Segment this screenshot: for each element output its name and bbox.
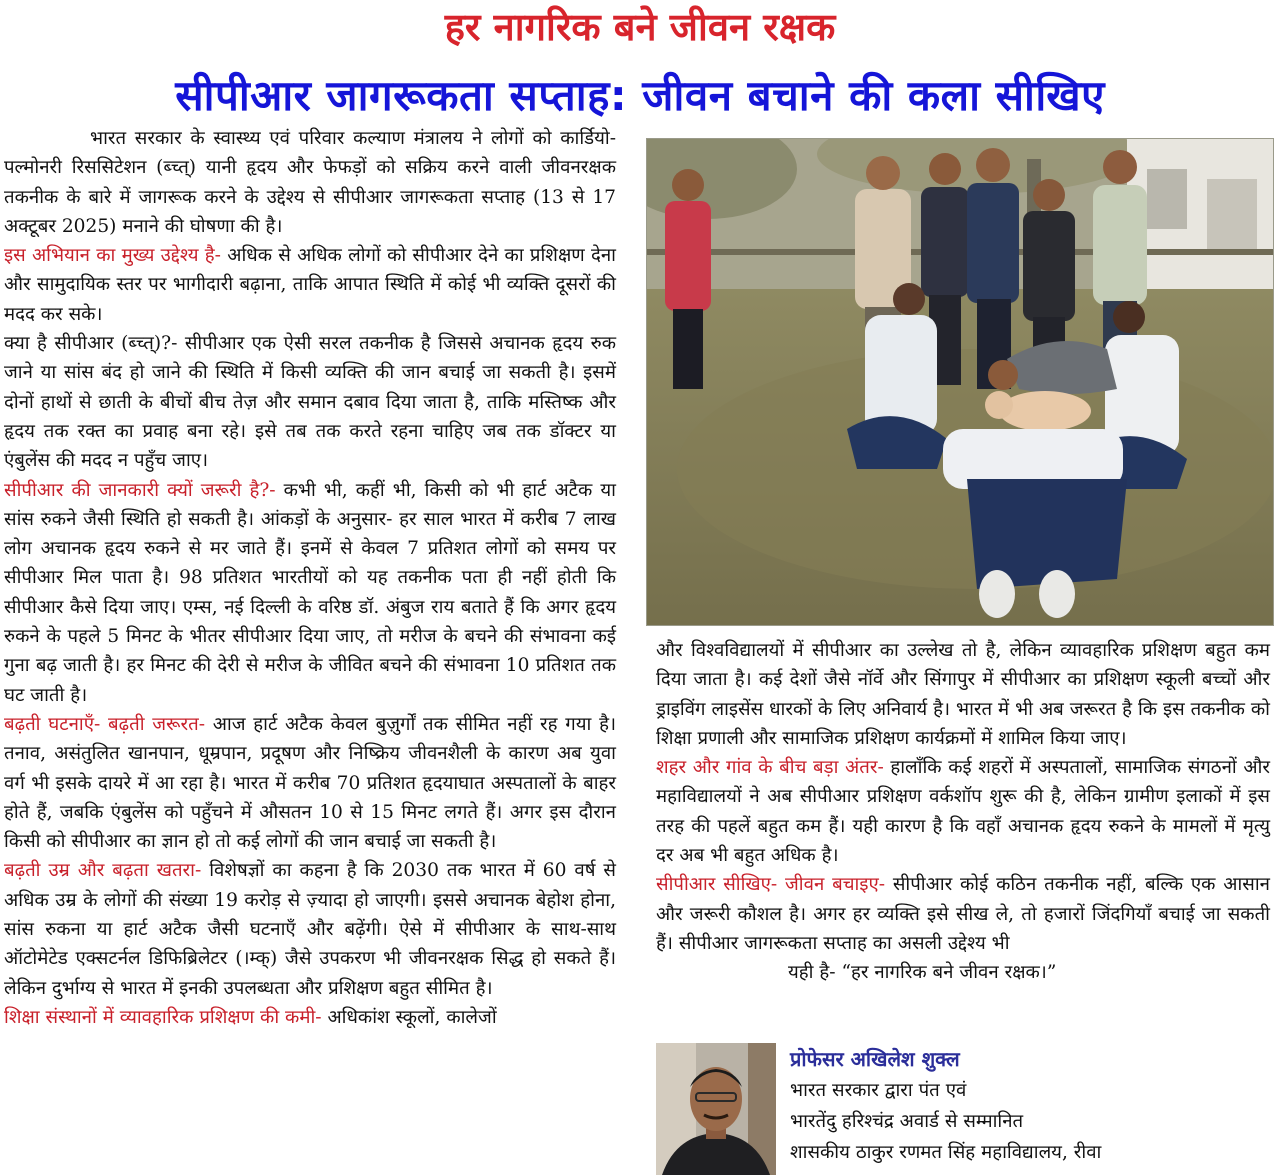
- section-what-is-cpr: [4, 329, 616, 475]
- section-text: विशेषज्ञों का कहना है कि 2030 तक भारत में 60 वर्ष से अधिक उम्र के लोगों की संख्या 19 करोड़ से ज़्यादा हो जाएगी। इससे अचानक बेहोश होना, सांस रुकना या हार्ट अटैक जैसी घटनाएँ और बढ़ेंगी। ऐसे में सीपीआर के साथ-साथ ऑटोमेटेड एक्सटर्नल डिफिब्रिलेटर (।म्क्) जैसे उपकरण भी जीवनरक्षक सिद्ध हो सकते हैं। लेकिन दुर्भाग्य से भारत में इनकी उपलब्धता और प्रशिक्षण बहुत सीमित है।: [4, 860, 616, 999]
- section-lead: शिक्षा संस्थानों में व्यावहारिक प्रशिक्षण की कमी-: [4, 1006, 322, 1028]
- author-line: शासकीय ठाकुर रणमत सिंह महाविद्यालय, रीवा: [790, 1142, 1102, 1163]
- section-lead: बढ़ती उम्र और बढ़ता खतरा-: [4, 860, 202, 882]
- section-text: आज हार्ट अटैक केवल बुज़ुर्गों तक सीमित नहीं रह गया है। तनाव, असंतुलित खानपान, धूम्रपान, प्रदूषण और निष्क्रिय जीवनशैली के कारण अब युवा वर्ग भी इसके दायरे में आ रहा है। भारत में करीब 70 प्रतिशत हृदयाघात अस्पतालों के बाहर होते हैं, जबकि एंबुलेंस को पहुँचने में औसतन 10 से 15 मिनट लगते हैं। अगर इस दौरान किसी को सीपीआर का ज्ञान हो तो कई लोगों की जान बचाई जा सकती है।: [4, 713, 616, 853]
- section-why-important: [4, 476, 616, 710]
- section-learn-cpr: [656, 870, 1270, 958]
- author-line: भारत सरकार द्वारा पंत एवं: [790, 1080, 967, 1101]
- author-block: [790, 1044, 1270, 1168]
- author-name: प्रोफेसर अखिलेश शुक्ल: [790, 1047, 960, 1071]
- cpr-training-illustration: [647, 139, 1273, 625]
- section-aging-risk: [4, 856, 616, 1002]
- author-portrait: [656, 1043, 776, 1175]
- section-text: हालाँकि कई शहरों में अस्पतालों, सामाजिक संगठनों और महाविद्यालयों ने अब सीपीआर प्रशिक्षण वर्कशॉप शुरू की है, लेकिन ग्रामीण इलाकों में इस तरह की पहलें बहुत कम हैं। यही कारण है कि वहाँ अचानक हृदय रुकने के मामलों में मृत्यु दर अब भी बहुत अधिक है।: [656, 757, 1270, 867]
- section-rising-incidents: [4, 710, 616, 856]
- section-education-gap: [4, 1003, 616, 1032]
- section-text: अधिकांश स्कूलों, कालेजों: [321, 1006, 497, 1028]
- author-line: भारतेंदु हरिश्चंद्र अवार्ड से सम्मानित: [790, 1111, 1024, 1132]
- cpr-training-photo: [646, 138, 1274, 626]
- section-lead: शहर और गांव के बीच बड़ा अंतर-: [656, 757, 884, 779]
- article-left-column: [4, 124, 616, 1032]
- section-lead: बढ़ती घटनाएँ- बढ़ती जरूरत-: [4, 713, 205, 735]
- section-text: सीपीआर कोई कठिन तकनीक नहीं, बल्कि एक आसान और जरूरी कौशल है। अगर हर व्यक्ति इसे सीख ले, तो हजारों जिंदगियाँ बचाई जा सकती हैं। सीपीआर जागरूकता सप्ताह का असली उद्देश्य भी: [656, 874, 1270, 954]
- sub-headline: सीपीआर जागरूकता सप्ताह: जीवन बचाने की कला सीखिए: [175, 71, 1105, 120]
- section-lead: सीपीआर की जानकारी क्यों जरूरी है?-: [4, 479, 276, 501]
- author-photo: [656, 1043, 776, 1175]
- section-text: अधिक से अधिक लोगों को सीपीआर देने का प्रशिक्षण देना और सामुदायिक स्तर पर भागीदारी बढ़ाना, ताकि आपात स्थिति में कोई भी व्यक्ति दूसरों की मदद कर सके।: [4, 245, 616, 325]
- section-lead: सीपीआर सीखिए- जीवन बचाइए-: [656, 874, 886, 896]
- closing-line: यही है- “हर नागरिक बने जीवन रक्षक।”: [788, 962, 1057, 984]
- intro-paragraph: भारत सरकार के स्वास्थ्य एवं परिवार कल्याण मंत्रालय ने लोगों को कार्डियो-पल्मोनरी रिससिटेशन (ब्च्त्) यानी हृदय और फेफड़ों को सक्रिय करने वाली जीवनरक्षक तकनीक के बारे में जागरूक करने के उद्देश्य से सीपीआर जागरूकता सप्ताह (13 से 17 अक्टूबर 2025) मनाने की घोषणा की है।: [4, 128, 616, 237]
- headline: हर नागरिक बने जीवन रक्षक: [444, 5, 836, 49]
- continuation-paragraph: और विश्वविद्यालयों में सीपीआर का उल्लेख तो है, लेकिन व्यावहारिक प्रशिक्षण बहुत कम दिया जाता है। कई देशों जैसे नॉर्वे और सिंगापुर में सीपीआर का प्रशिक्षण स्कूली बच्चों और ड्राइविंग लाइसेंस धारकों के लिए अनिवार्य है। भारत में भी अब जरूरत है कि इस तकनीक को शिक्षा प्रणाली और सामाजिक प्रशिक्षण कार्यक्रमों में शामिल किया जाए।: [656, 640, 1270, 749]
- section-objective: [4, 241, 616, 329]
- article-right-column: [656, 636, 1270, 988]
- section-text: कभी भी, कहीं भी, किसी को भी हार्ट अटैक या सांस रुकने जैसी स्थिति हो सकती है। आंकड़ों के अनुसार- हर साल भारत में करीब 7 लाख लोग अचानक हृदय रुकने से मर जाते हैं। इनमें से केवल 7 प्रतिशत लोगों को समय पर सीपीआर मिल पाता है। 98 प्रतिशत भारतीयों को यह तकनीक पता ही नहीं होती कि सीपीआर कैसे दिया जाए। एम्स, नई दिल्ली के वरिष्ठ डॉ. अंबुज राय बताते हैं कि अगर हृदय रुकने के पहले 5 मिनट के भीतर सीपीआर दिया जाए, तो मरीज के बचने की संभावना कई गुना बढ़ जाती है। हर मिनट की देरी से मरीज के जीवित बचने की संभावना 10 प्रतिशत तक घट जाती है।: [4, 479, 616, 706]
- section-urban-rural-gap: [656, 753, 1270, 870]
- section-text: क्या है सीपीआर (ब्च्त्)?- सीपीआर एक ऐसी सरल तकनीक है जिससे अचानक हृदय रुक जाने या सांस बंद हो जाने की स्थिति में किसी व्यक्ति की जान बचाई जा सकती है। इसमें दोनों हाथों से छाती के बीचों बीच तेज़ और समान दबाव दिया जाता है, ताकि मस्तिष्क और हृदय तक रक्त का प्रवाह बना रहे। इसे तब तक करते रहना चाहिए जब तक डॉक्टर या एंबुलेंस की मदद न पहुँच जाए।: [4, 333, 616, 472]
- section-lead: इस अभियान का मुख्य उद्देश्य है-: [4, 245, 221, 267]
